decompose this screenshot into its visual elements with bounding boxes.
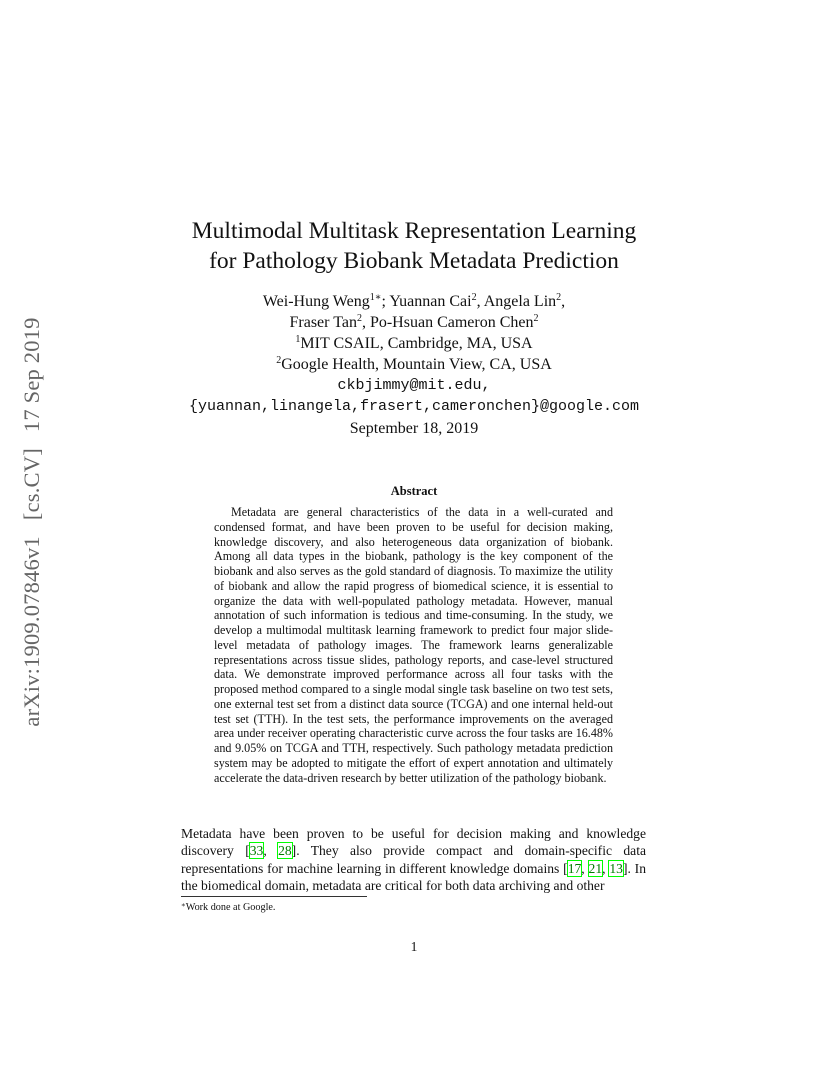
body-text-2: ]. They also provide compact and domain-specific data representations for machine learning in different knowledge domains [ <box>181 843 646 876</box>
arxiv-id[interactable]: arXiv:1909.07846v1 <box>19 536 44 727</box>
paper-title <box>0 216 828 276</box>
author-cai: ; Yuannan Cai <box>381 293 472 310</box>
footnote-rule <box>181 896 367 897</box>
body-text-3: ]. In the biomedical domain, metadata are critical for both data archiving and other <box>181 860 647 893</box>
citation-17[interactable]: 17 <box>567 860 582 876</box>
email-line-1[interactable]: ckbjimmy@mit.edu, <box>337 377 491 394</box>
citation-28[interactable]: 28 <box>278 843 292 859</box>
author-line-1 <box>0 291 828 312</box>
affiliation-2 <box>0 354 828 375</box>
body-text-1: Metadata have been proven to be useful for decision making and knowledge discovery [ <box>181 826 646 859</box>
citation-13[interactable]: 13 <box>609 860 623 876</box>
affil-sup: 2 <box>533 313 539 324</box>
affil-sup: 2 <box>276 355 282 366</box>
citation-33[interactable]: 33 <box>249 843 264 859</box>
author-tan: Fraser Tan <box>289 314 357 331</box>
comma: , <box>561 293 566 310</box>
footnote-mark[interactable]: ∗ <box>374 292 382 303</box>
body-paragraph <box>181 825 646 894</box>
affil-sup: 1 <box>369 292 375 303</box>
paper-date: September 18, 2019 <box>349 420 479 437</box>
cite-sep: , <box>602 860 610 876</box>
footnote-text: Work done at Google. <box>185 902 276 913</box>
affil-sup: 2 <box>356 313 362 324</box>
affil-sup: 1 <box>295 334 301 345</box>
author-weng: Wei-Hung Weng <box>262 293 370 310</box>
cite-sep: , <box>581 860 589 876</box>
author-chen: , Po-Hsuan Cameron Chen <box>361 314 534 331</box>
email-line-2[interactable]: {yuannan,linangela,frasert,cameronchen}@google.com <box>188 398 640 415</box>
author-line-2 <box>0 312 828 333</box>
author-lin: , Angela Lin <box>476 293 557 310</box>
citation-21[interactable]: 21 <box>588 860 603 876</box>
affiliation-google: Google Health, Mountain View, CA, USA <box>281 356 552 373</box>
footnote <box>181 901 275 913</box>
affil-sup: 2 <box>556 292 562 303</box>
arxiv-date: 17 Sep 2019 <box>19 317 44 433</box>
cite-sep: , <box>263 843 279 859</box>
title-line-2: for Pathology Biobank Metadata Prediction <box>209 248 619 274</box>
abstract-text: Metadata are general characteristics of the data in a well-curated and condensed format, and have been proven to be useful for decision making, knowledge discovery, and also heterogeneous data organization of biobank. Among all data types in the biobank, pathology is the key component of the biobank and also serves as the gold standard of diagnosis. To maximize the utility of biobank and allow the rapid progress of biomedical science, it is essential to organize the data with well-populated pathology metadata. However, manual annotation of such information is tedious and time-consuming. In the study, we develop a multimodal multitask learning framework to predict four major slide-level metadata of pathology images. The framework learns generalizable representations across tissue slides, pathology reports, and case-level structured data. We demonstrate improved performance across all four tasks with the proposed method compared to a single modal single task baseline on two test sets, one external test set from a distinct data source (TCGA) and one internal held-out test set (TTH). In the test sets, the performance improvements on the averaged area under receiver operating characteristic curve across the four tasks are 16.48% and 9.05% on TCGA and TTH, respectively. Such pathology metadata prediction system may be adopted to mitigate the effort of expert annotation and ultimately accelerate the data-driven research by better utilization of the pathology biobank. <box>214 505 613 785</box>
author-block <box>0 291 828 417</box>
affiliation-1 <box>0 333 828 354</box>
page-number: 1 <box>410 939 418 954</box>
title-line-1: Multimodal Multitask Representation Learning <box>191 218 637 244</box>
abstract-heading: Abstract <box>390 484 438 498</box>
affiliation-mit: MIT CSAIL, Cambridge, MA, USA <box>300 335 533 352</box>
footnote-mark: ∗ <box>181 901 186 909</box>
affil-sup: 2 <box>471 292 477 303</box>
arxiv-category: [cs.CV] <box>19 448 44 521</box>
